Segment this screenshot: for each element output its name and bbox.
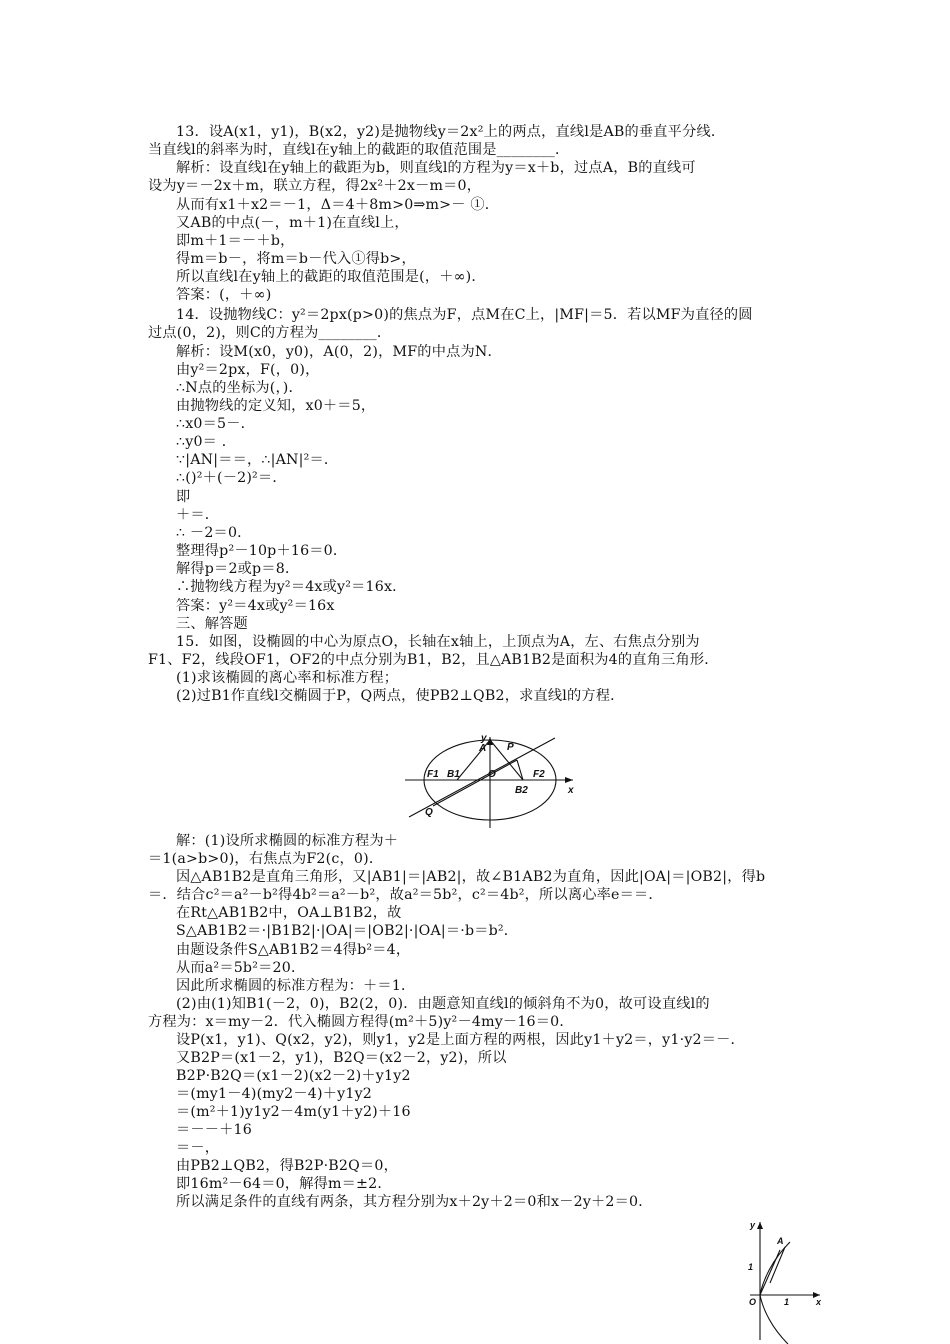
- text-line: ∴()²＋(－2)²＝．: [176, 470, 287, 486]
- text-line: 从而a²＝5b²＝20．: [176, 960, 306, 976]
- label-b1: B1: [447, 769, 460, 780]
- text-line: ∴x0＝5－．: [176, 416, 256, 432]
- label-b2: B2: [515, 785, 528, 796]
- text-line: ＋＝．: [176, 507, 220, 523]
- text-line: ∴y0＝ ．: [176, 434, 237, 450]
- text-line: 答案：y²＝4x或y²＝16x: [176, 598, 335, 614]
- text-line: 因此所求椭圆的标准方程为：＋＝1．: [176, 978, 416, 994]
- ellipse-figure: [405, 735, 585, 835]
- label-a: A: [777, 1236, 784, 1246]
- text-line: 14．设抛物线C：y²＝2px(p>0)的焦点为F，点M在C上，|MF|＝5．若以MF为直径的圆: [176, 307, 753, 323]
- text-line: 解得p＝2或p＝8．: [176, 561, 300, 577]
- text-line: ＝(m²＋1)y1y2－4m(y1＋y2)＋16: [176, 1104, 411, 1120]
- parabola-figure: [730, 1220, 825, 1344]
- parabola-curve: [760, 1242, 790, 1344]
- label-f2: F2: [533, 769, 545, 780]
- text-line: 即16m²－64＝0，解得m＝±2．: [176, 1176, 392, 1192]
- text-line: 解析：设直线l在y轴上的截距为b，则直线l的方程为y＝x＋b，过点A，B的直线可: [176, 160, 696, 176]
- text-line: 又AB的中点(－，m＋1)在直线l上，: [176, 215, 409, 231]
- label-1-x: 1: [784, 1297, 790, 1307]
- text-line: ∵|AN|＝＝，∴|AN|²＝．: [176, 452, 339, 468]
- text-line: 所以直线l在y轴上的截距的取值范围是(，＋∞)．: [176, 269, 486, 285]
- label-f1: F1: [427, 769, 439, 780]
- label-q: Q: [425, 807, 433, 818]
- label-1-y: 1: [748, 1262, 754, 1272]
- text-line: (2)过B1作直线l交椭圆于P，Q两点，使PB2⊥QB2，求直线l的方程．: [176, 688, 625, 704]
- text-line: S△AB1B2＝·|B1B2|·|OA|＝|OB2|·|OA|＝·b＝b²．: [176, 923, 519, 939]
- label-p: P: [507, 742, 514, 753]
- text-line: 方程为：x＝my－2．代入椭圆方程得(m²＋5)y²－4my－16＝0．: [148, 1014, 574, 1030]
- text-line: 从而有x1＋x2＝－1，Δ＝4＋8m>0⇒m>－ ①．: [176, 197, 500, 213]
- text-line: 整理得p²－10p＋16＝0．: [176, 543, 348, 559]
- text-line: 当直线l的斜率为时，直线l在y轴上的截距的取值范围是________．: [148, 142, 570, 158]
- text-line: 设为y＝－2x＋m，联立方程，得2x²＋2x－m＝0，: [148, 178, 482, 194]
- text-line: 得m＝b－，将m＝b－代入①得b>，: [176, 251, 416, 267]
- text-line: ∴ －2＝0．: [176, 525, 252, 541]
- y-axis-arrow: [757, 1222, 763, 1229]
- text-line: 即m＋1＝－＋b，: [176, 233, 295, 249]
- x-axis-arrow: [565, 777, 573, 783]
- text-line: 答案：(，＋∞): [176, 287, 272, 303]
- text-line: 由抛物线的定义知，x0＋＝5，: [176, 398, 376, 414]
- label-x: x: [816, 1297, 822, 1307]
- text-line: 即: [176, 489, 191, 505]
- text-line: (1)求该椭圆的离心率和标准方程；: [176, 670, 399, 686]
- text-line: ＝－－＋16: [176, 1122, 253, 1138]
- text-line: 15．如图，设椭圆的中心为原点O，长轴在x轴上，上顶点为A，左、右焦点分别为: [176, 634, 700, 650]
- text-line: (2)由(1)知B1(－2，0)，B2(2，0)．由题意知直线l的倾斜角不为0，故可设直线l的: [176, 996, 710, 1012]
- label-y: y: [750, 1220, 756, 1230]
- segment-oa: [760, 1250, 780, 1295]
- label-a: A: [479, 743, 487, 754]
- label-o: O: [488, 769, 496, 780]
- text-line: ＝1(a>b>0)，右焦点为F2(c，0)．: [148, 851, 384, 867]
- line-qb2: [433, 760, 517, 806]
- text-line: B2P·B2Q＝(x1－2)(x2－2)＋y1y2: [176, 1068, 411, 1084]
- text-line: 在Rt△AB1B2中，OA⊥B1B2，故: [176, 905, 402, 921]
- text-line: 所以满足条件的直线有两条，其方程分别为x＋2y＋2＝0和x－2y＋2＝0．: [176, 1194, 653, 1210]
- text-line: ＝－，: [176, 1140, 220, 1156]
- label-o: O: [749, 1297, 757, 1307]
- text-line: 由PB2⊥QB2，得B2P·B2Q＝0，: [176, 1158, 398, 1174]
- text-line: 又B2P＝(x1－2，y1)，B2Q＝(x2－2，y2)，所以: [176, 1050, 507, 1066]
- text-line: ∴N点的坐标为(，)．: [176, 380, 303, 396]
- text-line: 由题设条件S△AB1B2＝4得b²＝4，: [176, 942, 411, 958]
- y-axis-arrow: [487, 737, 493, 745]
- text-line: ＝．结合c²＝a²－b²得4b²＝a²－b²，故a²＝5b²，c²＝4b²，所以离心率e＝＝．: [148, 887, 663, 903]
- text-line: ＝(my1－4)(my2－4)＋y1y2: [176, 1086, 373, 1102]
- text-line: ∴抛物线方程为y²＝4x或y²＝16x．: [176, 579, 407, 595]
- text-line: 解：(1)设所求椭圆的标准方程为＋: [176, 833, 399, 849]
- text-line: F1、F2，线段OF1，OF2的中点分别为B1，B2，且△AB1B2是面积为4的直角三角形．: [148, 652, 719, 668]
- label-x: x: [568, 785, 574, 796]
- text-line: 三、解答题: [176, 616, 248, 632]
- text-line: 13．设A(x1，y1)，B(x2，y2)是抛物线y＝2x²上的两点，直线l是AB的垂直平分线．: [176, 124, 726, 140]
- label-y: y: [481, 735, 487, 744]
- text-line: 因△AB1B2是直角三角形，又|AB1|＝|AB2|，故∠B1AB2为直角，因此|OA|＝|OB2|，得b: [176, 869, 766, 885]
- text-line: 解析：设M(x0，y0)，A(0，2)，MF的中点为N．: [176, 344, 502, 360]
- text-line: 过点(0，2)，则C的方程为________．: [148, 325, 392, 341]
- text-line: 由y²＝2px，F(，0)，: [176, 362, 320, 378]
- text-line: 设P(x1，y1)、Q(x2，y2)，则y1，y2是上面方程的两根，因此y1＋y2＝，y1·y2＝－．: [176, 1032, 745, 1048]
